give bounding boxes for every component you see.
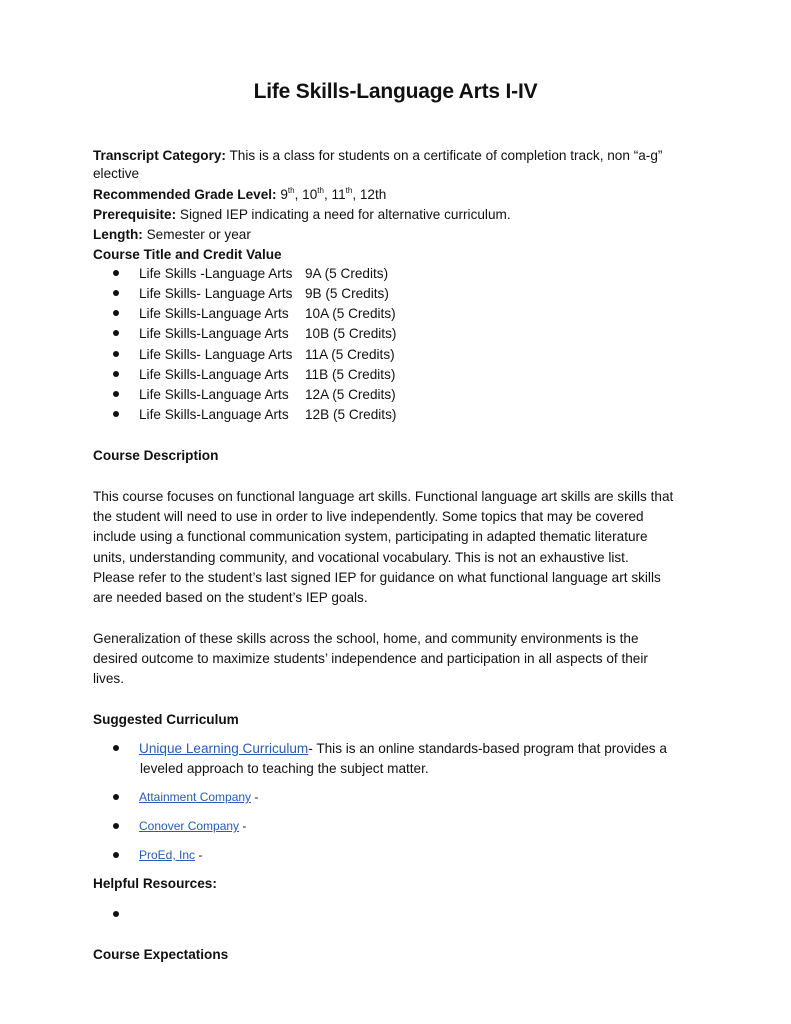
- curriculum-item: Unique Learning Curriculum- This is an online standards-based program that provides a: [113, 739, 667, 759]
- bullet-icon: [113, 745, 119, 751]
- field-label: Transcript Category:: [93, 148, 226, 163]
- generalization-line: desired outcome to maximize students’ independence and participation in all aspects of their: [93, 651, 648, 666]
- grade-9: 9: [280, 187, 288, 202]
- course-list-item: Life Skills -Language Arts 9A (5 Credits): [113, 264, 388, 284]
- bullet-icon: [113, 310, 119, 316]
- course-title-heading: Course Title and Credit Value: [93, 247, 282, 262]
- bullet-icon: [113, 823, 119, 829]
- page-title: Life Skills-Language Arts I-IV: [253, 80, 538, 103]
- course-list-item: Life Skills-Language Arts 10A (5 Credits): [113, 304, 396, 324]
- field-label: Recommended Grade Level:: [93, 187, 277, 202]
- bullet-icon: [113, 391, 119, 397]
- course-list-item: Life Skills-Language Arts 12B (5 Credits): [113, 405, 396, 425]
- course-list-item: Life Skills-Language Arts 12A (5 Credits): [113, 385, 396, 405]
- course-expectations-heading: Course Expectations: [93, 947, 229, 962]
- field-label: Prerequisite:: [93, 207, 177, 222]
- resource-item-empty: [113, 905, 139, 925]
- description-line: Please refer to the student’s last signed IEP for guidance on what functional language art skills: [93, 570, 661, 585]
- length: [93, 225, 251, 245]
- suggested-curriculum-heading: Suggested Curriculum: [93, 712, 239, 727]
- attainment-company-link[interactable]: Attainment Company: [139, 790, 252, 804]
- field-value: This is a class for students on a certificate of completion track, non “a-g”: [225, 148, 663, 163]
- bullet-icon: [113, 911, 119, 917]
- bullet-icon: [113, 270, 119, 276]
- transcript-category-cont: elective: [93, 166, 140, 181]
- generalization-line: Generalization of these skills across the school, home, and community environments is the: [93, 631, 639, 646]
- course-list-item: Life Skills- Language Arts 11A (5 Credits): [113, 345, 395, 365]
- description-line: the student will need to use in order to live independently. Some topics that may be covered: [93, 509, 644, 524]
- grade-10: 10: [302, 187, 318, 202]
- bullet-icon: [113, 351, 119, 357]
- course-description-heading: Course Description: [93, 448, 219, 463]
- course-list-item: Life Skills- Language Arts 9B (5 Credits): [113, 284, 389, 304]
- curriculum-item: ProEd, Inc -: [113, 845, 202, 865]
- bullet-icon: [113, 852, 119, 858]
- bullet-icon: [113, 794, 119, 800]
- description-line: units, understanding community, and vocational vocabulary. This is not an exhaustive list.: [93, 550, 629, 565]
- curriculum-item: Conover Company -: [113, 816, 246, 836]
- conover-company-link[interactable]: Conover Company: [139, 819, 240, 833]
- helpful-resources-heading: Helpful Resources:: [93, 876, 217, 891]
- grade-level: Recommended Grade Level: 9th, 10th, 11th, 12th: [93, 186, 387, 202]
- description-line: This course focuses on functional language art skills. Functional language art skills are skills that: [93, 489, 674, 504]
- field-value: Semester or year: [142, 227, 251, 242]
- bullet-icon: [113, 290, 119, 296]
- grade-11: 11: [331, 187, 346, 202]
- course-list-item: Life Skills-Language Arts 10B (5 Credits): [113, 324, 396, 344]
- field-label: Length:: [93, 227, 143, 242]
- bullet-icon: [113, 411, 119, 417]
- bullet-icon: [113, 371, 119, 377]
- prerequisite: [93, 205, 511, 225]
- description-line: include using a functional communication system, participating in adapted thematic literature: [93, 529, 648, 544]
- unique-learning-link[interactable]: Unique Learning Curriculum: [139, 741, 309, 756]
- proed-link[interactable]: ProEd, Inc: [139, 848, 196, 862]
- field-value: Signed IEP indicating a need for alternative curriculum.: [176, 207, 511, 222]
- curriculum-item: Attainment Company -: [113, 787, 258, 807]
- course-list-item: Life Skills-Language Arts 11B (5 Credits): [113, 365, 395, 385]
- curriculum-item-cont: leveled approach to teaching the subject matter.: [140, 761, 429, 776]
- bullet-icon: [113, 330, 119, 336]
- transcript-category: [93, 146, 662, 166]
- grade-12: 12th: [359, 187, 387, 202]
- description-line: are needed based on the student’s IEP goals.: [93, 590, 368, 605]
- generalization-line: lives.: [93, 671, 124, 686]
